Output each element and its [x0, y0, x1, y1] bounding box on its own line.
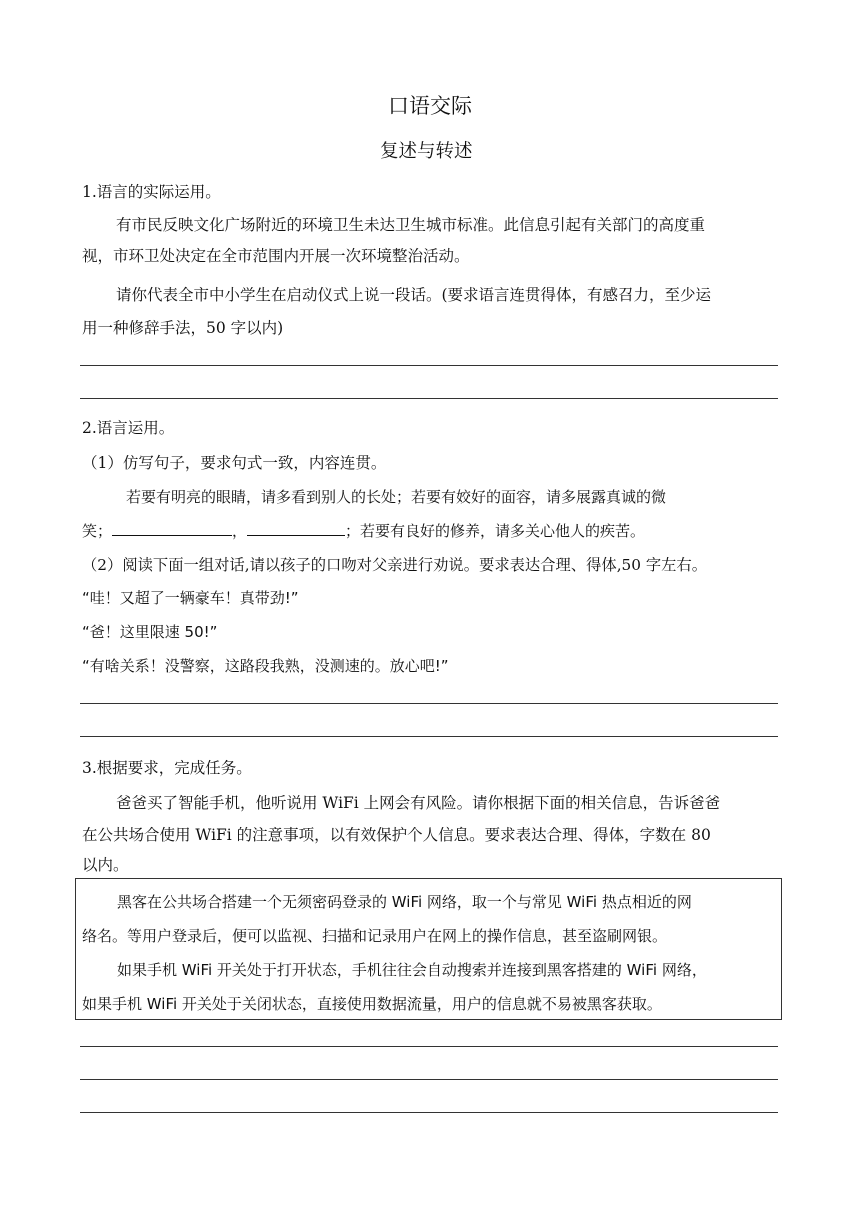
- q2-example-line2: [82, 520, 645, 541]
- q2-heading: 2.语言运用。: [82, 419, 175, 437]
- info-box-line4: 如果手机 WiFi 开关处于关闭状态，直接使用数据流量，用户的信息就不易被黑客获取。: [82, 995, 662, 1013]
- q1-line3: 请你代表全市中小学生在启动仪式上说一段话。(要求语言连贯得体，有感召力，至少运: [116, 286, 712, 304]
- q2-sub2: （2）阅读下面一组对话,请以孩子的口吻对父亲进行劝说。要求表达合理、得体,50 字左右。: [82, 556, 708, 574]
- q2-answer-line-2[interactable]: [80, 736, 778, 737]
- q2-example-part-a: 笑；: [82, 522, 113, 540]
- q1-answer-line-1[interactable]: [80, 365, 778, 366]
- info-box-line3: 如果手机 WiFi 开关处于打开状态，手机往往会自动搜索并连接到黑客搭建的 WiFi 网络，: [117, 961, 707, 979]
- q2-fill-blank-1[interactable]: [112, 521, 232, 536]
- q1-line4: 用一种修辞手法，50 字以内): [82, 319, 284, 337]
- q3-line1: 爸爸买了智能手机，他听说用 WiFi 上网会有风险。请你根据下面的相关信息，告诉爸爸: [116, 794, 721, 812]
- q3-line2: 在公共场合使用 WiFi 的注意事项，以有效保护个人信息。要求表达合理、得体，字数在 80: [82, 826, 711, 844]
- dialogue-line: “有啥关系！没警察，这路段我熟，没测速的。放心吧!”: [82, 657, 449, 675]
- q2-example-part-b: ，: [232, 522, 248, 540]
- info-box-line2: 络名。等用户登录后，便可以监视、扫描和记录用户在网上的操作信息，甚至盗刷网银。: [82, 927, 668, 945]
- q1-answer-line-2[interactable]: [80, 398, 778, 399]
- q2-answer-line-1[interactable]: [80, 703, 778, 704]
- q3-answer-line-2[interactable]: [80, 1079, 778, 1080]
- q2-fill-blank-2[interactable]: [247, 521, 345, 536]
- q1-line1: 有市民反映文化广场附近的环境卫生未达卫生城市标准。此信息引起有关部门的高度重: [116, 216, 706, 234]
- page-title: 口语交际: [388, 94, 472, 118]
- info-box-line1: 黑客在公共场合搭建一个无须密码登录的 WiFi 网络，取一个与常见 WiFi 热点相近的网: [117, 893, 692, 911]
- q3-heading: 3.根据要求，完成任务。: [82, 759, 252, 777]
- dialogue-line: “哇！又超了一辆豪车！真带劲!”: [82, 589, 299, 607]
- q1-heading: 1.语言的实际运用。: [82, 183, 221, 201]
- dialogue-line: “爸！这里限速 50!”: [82, 623, 218, 641]
- q3-answer-line-1[interactable]: [80, 1046, 778, 1047]
- q1-line2: 视，市环卫处决定在全市范围内开展一次环境整治活动。: [82, 247, 470, 265]
- q2-example-part-c: ；若要有良好的修养，请多关心他人的疾苦。: [345, 522, 646, 540]
- q3-answer-line-3[interactable]: [80, 1112, 778, 1113]
- q3-line3: 以内。: [82, 856, 129, 874]
- q2-example-line1: 若要有明亮的眼睛，请多看到别人的长处；若要有姣好的面容，请多展露真诚的微: [126, 488, 667, 506]
- page-subtitle: 复述与转述: [380, 141, 473, 162]
- q2-sub1: （1）仿写句子，要求句式一致，内容连贯。: [82, 454, 387, 472]
